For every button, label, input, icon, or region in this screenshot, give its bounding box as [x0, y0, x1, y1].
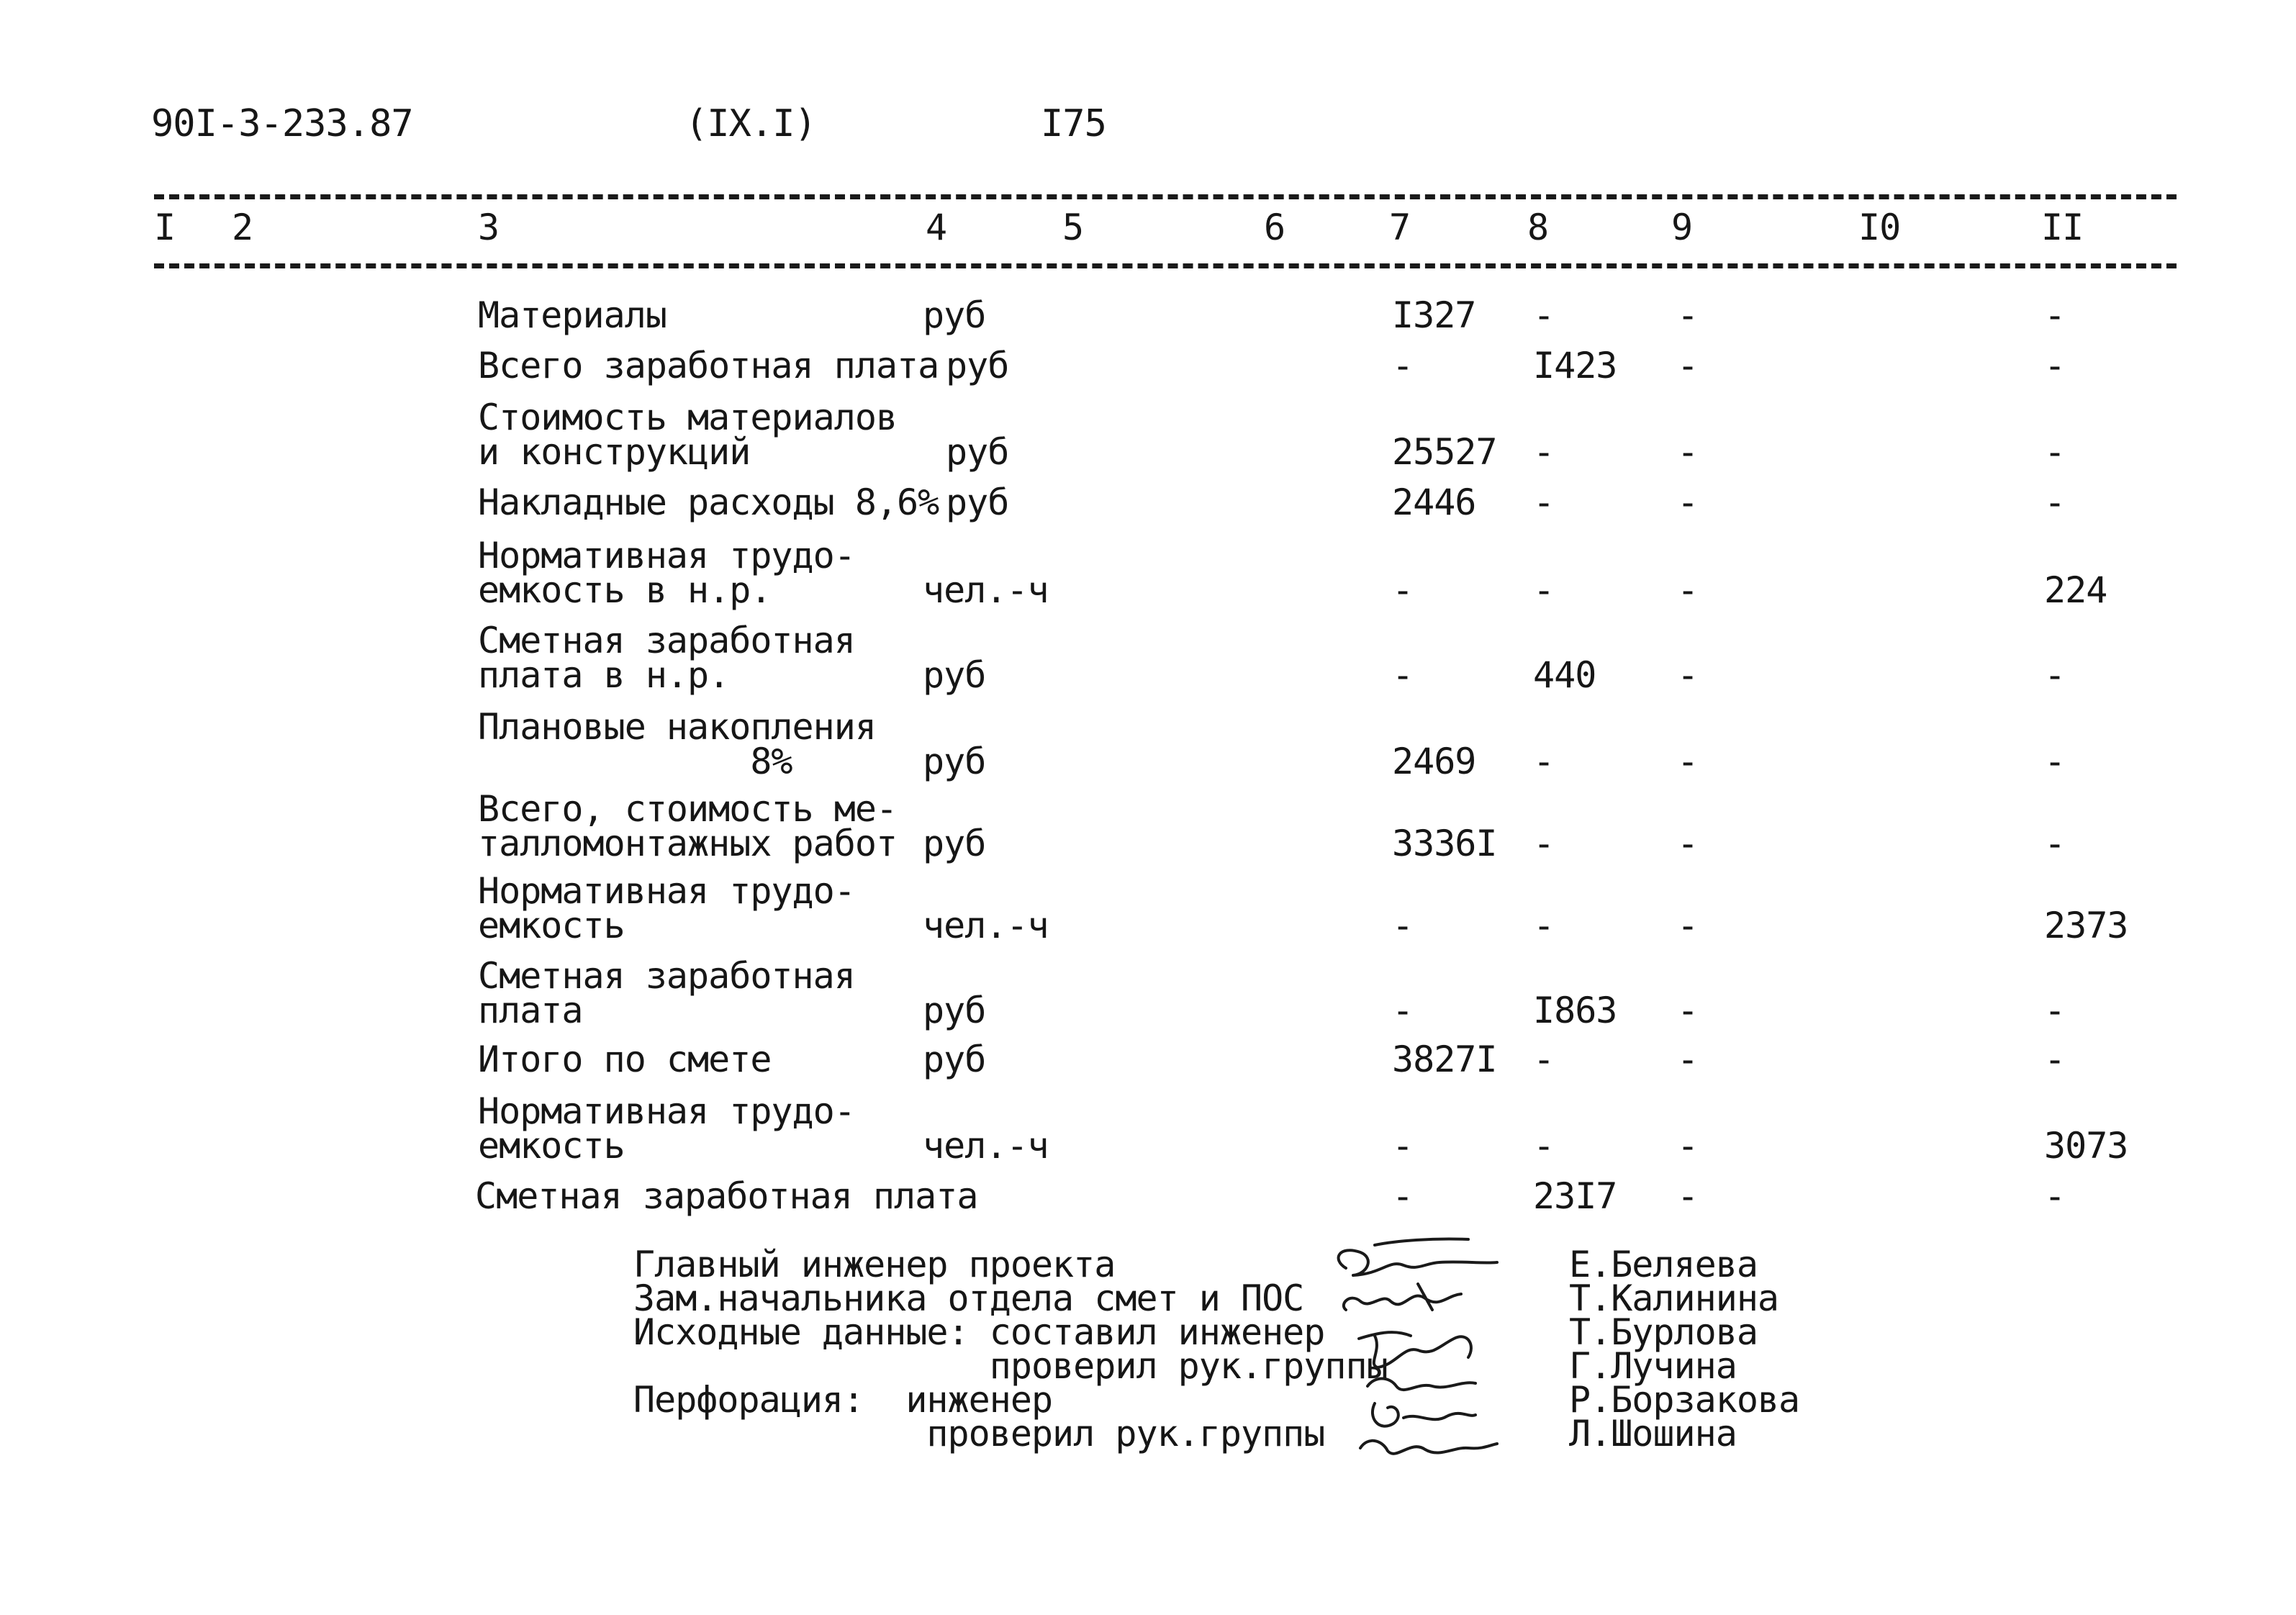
column-header: 7	[1389, 207, 1411, 248]
row-label: Материалы	[478, 294, 666, 336]
value-col11: -	[2044, 294, 2066, 336]
value-col11: 224	[2044, 569, 2107, 611]
value-col9: -	[1677, 654, 1699, 696]
row-label: Итого по смете	[478, 1039, 772, 1080]
value-col8: -	[1533, 905, 1555, 946]
unit-cell: чел.-ч	[923, 1125, 1049, 1167]
value-col7: -	[1392, 345, 1414, 386]
column-header: 8	[1527, 207, 1549, 248]
value-col11: -	[2044, 1039, 2066, 1080]
signature-role: Зам.начальника отдела смет и ПОС	[633, 1277, 1304, 1319]
value-col7: -	[1392, 1125, 1414, 1167]
row-label: Накладные расходы 8,6%	[478, 481, 939, 523]
signatory-name: Е.Беляева	[1569, 1244, 1758, 1285]
section-number: (IX.I)	[685, 102, 816, 145]
signatory-name: Л.Шошина	[1569, 1413, 1737, 1455]
value-col8: -	[1533, 294, 1555, 336]
value-col11: -	[2044, 345, 2066, 386]
signature-role: проверил рук.группы	[633, 1413, 1325, 1455]
unit-cell: руб	[923, 741, 986, 782]
row-label: Сметная заработная	[478, 620, 855, 661]
unit-cell: руб	[923, 1039, 986, 1080]
signature-role: Главный инженер проекта	[633, 1244, 1116, 1285]
unit-cell: руб	[946, 345, 1009, 386]
row-label: Нормативная трудо-	[478, 535, 855, 576]
value-col9: -	[1677, 905, 1699, 946]
row-label: Плановые накопления	[478, 706, 876, 748]
signatory-name: Р.Борзакова	[1569, 1379, 1800, 1421]
value-col8: -	[1533, 569, 1555, 611]
row-label: Нормативная трудо-	[478, 870, 855, 912]
value-col7: -	[1392, 990, 1414, 1031]
value-col7: 3336I	[1392, 823, 1497, 864]
value-col9: -	[1677, 741, 1699, 782]
signature-role: проверил рук.группы	[633, 1345, 1388, 1387]
column-header: 9	[1671, 207, 1693, 248]
value-col8: -	[1533, 431, 1555, 473]
signatory-name: Т.Калинина	[1569, 1277, 1779, 1319]
row-label: Стоимость материалов	[478, 397, 898, 438]
row-label: 8%	[478, 741, 792, 782]
row-label: Сметная заработная плата	[475, 1175, 978, 1217]
value-col11: -	[2044, 481, 2066, 523]
unit-cell: руб	[946, 431, 1009, 473]
value-col11: -	[2044, 1175, 2066, 1217]
unit-cell: чел.-ч	[923, 569, 1049, 611]
value-col11: 2373	[2044, 905, 2128, 946]
value-col9: -	[1677, 431, 1699, 473]
column-header: I	[154, 207, 176, 248]
column-header: II	[2041, 207, 2084, 248]
unit-cell: чел.-ч	[923, 905, 1049, 946]
value-col11: -	[2044, 990, 2066, 1031]
column-header: 6	[1264, 207, 1285, 248]
unit-cell: руб	[923, 990, 986, 1031]
value-col8: -	[1533, 481, 1555, 523]
value-col11: 3073	[2044, 1125, 2128, 1167]
value-col7: 3827I	[1392, 1039, 1497, 1080]
value-col9: -	[1677, 569, 1699, 611]
value-col7: 2469	[1392, 741, 1476, 782]
row-label: емкость	[478, 905, 625, 946]
value-col11: -	[2044, 431, 2066, 473]
value-col8: I863	[1533, 990, 1617, 1031]
row-label: емкость в н.р.	[478, 569, 772, 611]
column-header: 2	[232, 207, 253, 248]
signature-role: Перфорация: инженер	[633, 1379, 1053, 1421]
row-label: Всего заработная плата	[478, 345, 939, 386]
row-label: и конструкций	[478, 431, 751, 473]
unit-cell: руб	[923, 654, 986, 696]
row-label: емкость	[478, 1125, 625, 1167]
handwritten-signatures	[1324, 1223, 1511, 1468]
row-label: Нормативная трудо-	[478, 1090, 855, 1132]
value-col11: -	[2044, 823, 2066, 864]
value-col8: 23I7	[1533, 1175, 1617, 1217]
row-label: Всего, стоимость ме-	[478, 788, 898, 830]
row-label: талломонтажных работ	[478, 823, 898, 864]
value-col8: -	[1533, 1125, 1555, 1167]
value-col8: -	[1533, 1039, 1555, 1080]
column-header: I0	[1858, 207, 1901, 248]
bottom-dashed-rule	[154, 263, 2177, 268]
value-col9: -	[1677, 294, 1699, 336]
signature-role: Исходные данные: составил инженер	[633, 1311, 1325, 1353]
column-header: 5	[1062, 207, 1084, 248]
value-col7: I327	[1392, 294, 1476, 336]
page-number: I75	[1041, 102, 1106, 145]
value-col7: 25527	[1392, 431, 1497, 473]
top-dashed-rule	[154, 194, 2177, 199]
signatory-name: Т.Бурлова	[1569, 1311, 1758, 1353]
value-col9: -	[1677, 823, 1699, 864]
unit-cell: руб	[923, 823, 986, 864]
value-col8: -	[1533, 741, 1555, 782]
value-col7: -	[1392, 1175, 1414, 1217]
value-col11: -	[2044, 654, 2066, 696]
column-header: 4	[926, 207, 947, 248]
value-col11: -	[2044, 741, 2066, 782]
document-code: 90I-3-233.87	[151, 102, 413, 145]
unit-cell: руб	[923, 294, 986, 336]
value-col9: -	[1677, 345, 1699, 386]
value-col7: 2446	[1392, 481, 1476, 523]
value-col8: I423	[1533, 345, 1617, 386]
value-col8: -	[1533, 823, 1555, 864]
row-label: плата	[478, 990, 583, 1031]
column-header: 3	[478, 207, 500, 248]
value-col7: -	[1392, 905, 1414, 946]
signatory-name: Г.Лучина	[1569, 1345, 1737, 1387]
value-col9: -	[1677, 481, 1699, 523]
value-col9: -	[1677, 990, 1699, 1031]
value-col8: 440	[1533, 654, 1596, 696]
value-col7: -	[1392, 569, 1414, 611]
value-col7: -	[1392, 654, 1414, 696]
value-col9: -	[1677, 1039, 1699, 1080]
row-label: плата в н.р.	[478, 654, 730, 696]
row-label: Сметная заработная	[478, 955, 855, 997]
unit-cell: руб	[946, 481, 1009, 523]
value-col9: -	[1677, 1125, 1699, 1167]
value-col9: -	[1677, 1175, 1699, 1217]
